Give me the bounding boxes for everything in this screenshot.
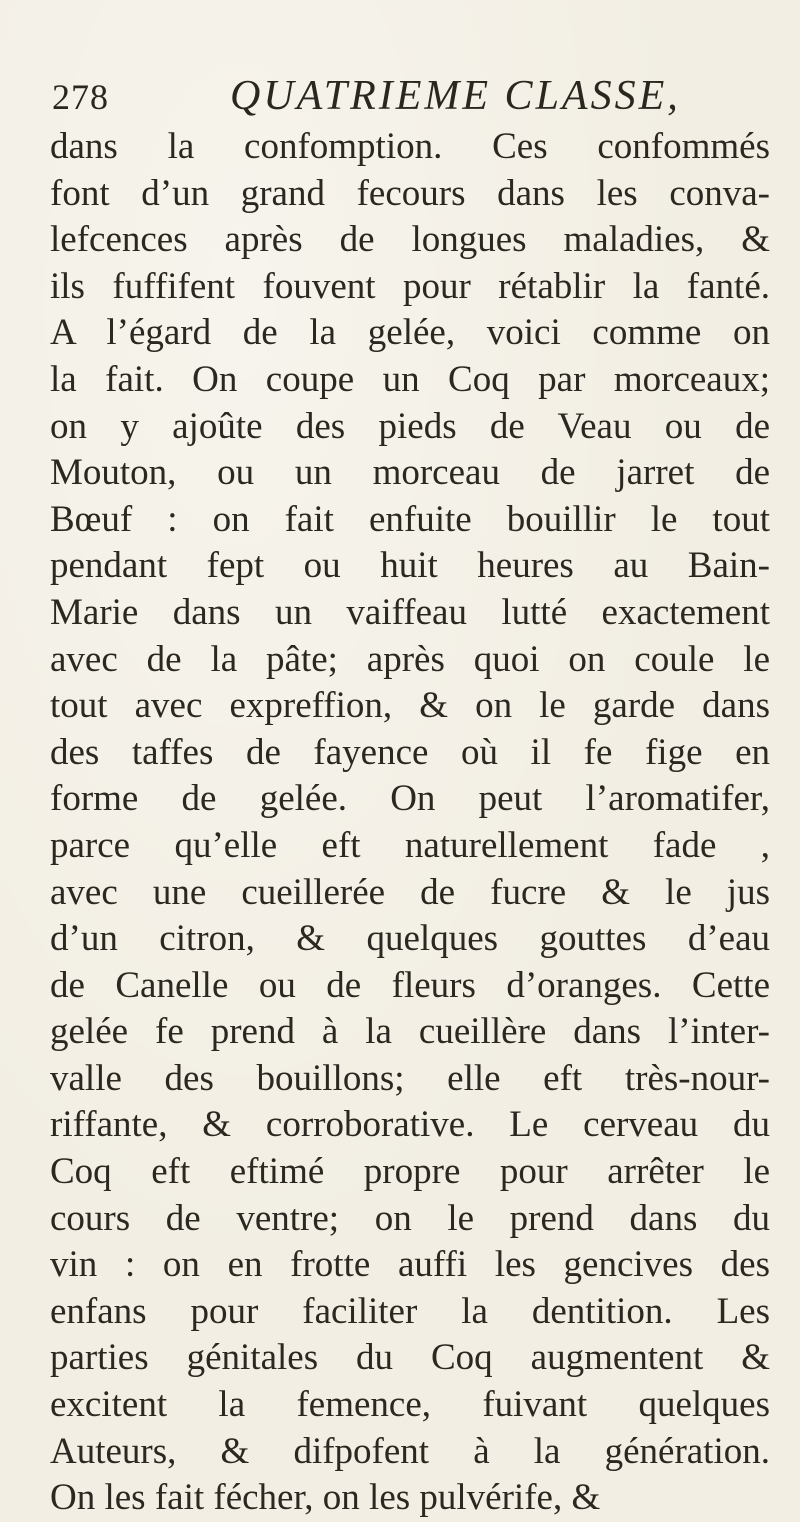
text-line: Coq eft eftimé propre pour arrêter le: [50, 1151, 770, 1193]
text-line: Mouton, ou un morceau de jarret de: [50, 452, 770, 494]
text-line: font d’un grand fecours dans les conva-: [50, 172, 770, 214]
text-line: gelée fe prend à la cueillère dans l’inter-: [50, 1011, 770, 1053]
text-line: d’un citron, & quelques gouttes d’eau: [50, 918, 770, 960]
page-header: [50, 68, 750, 128]
running-title: QUATRIEME CLASSE,: [230, 73, 681, 119]
text-line: valle des bouillons; elle eft très-nour-: [50, 1057, 770, 1099]
text-line: A l’égard de la gelée, voici comme on: [50, 312, 770, 354]
text-line: On les fait fécher, on les pulvérife, &: [50, 1477, 601, 1519]
text-line: riffante, & corroborative. Le cerveau du: [50, 1104, 770, 1146]
text-line: forme de gelée. On peut l’aromatifer,: [50, 778, 770, 820]
text-line: parce qu’elle eft naturellement fade ,: [50, 824, 770, 866]
text-line: ils fuffifent fouvent pour rétablir la fanté.: [50, 265, 770, 307]
text-line: des taffes de fayence où il fe fige en: [50, 731, 770, 773]
text-line: la fait. On coupe un Coq par morceaux;: [50, 358, 770, 400]
text-line: Bœuf : on fait enfuite bouillir le tout: [50, 498, 770, 540]
body-text: [50, 124, 770, 1522]
text-line: tout avec expreffion, & on le garde dans: [50, 685, 770, 727]
text-line: avec une cueillerée de fucre & le jus: [50, 871, 770, 913]
text-line: dans la confomption. Ces confommés: [50, 126, 770, 167]
text-line: enfans pour faciliter la dentition. Les: [50, 1290, 770, 1332]
text-line: Auteurs, & difpofent à la génération.: [50, 1430, 770, 1472]
text-line: Marie dans un vaiffeau lutté exactement: [50, 591, 770, 633]
text-line: avec de la pâte; après quoi on coule le: [50, 638, 770, 680]
text-line: parties génitales du Coq augmentent &: [50, 1337, 770, 1379]
page-number: 278: [52, 77, 109, 117]
text-line: cours de ventre; on le prend dans du: [50, 1197, 770, 1239]
text-line: de Canelle ou de fleurs d’oranges. Cette: [50, 964, 770, 1006]
text-line: lefcences après de longues maladies, &: [50, 219, 770, 261]
text-line: on y ajoûte des pieds de Veau ou de: [50, 405, 770, 447]
text-line: excitent la femence, fuivant quelques: [50, 1384, 770, 1426]
text-line: vin : on en frotte auffi les gencives des: [50, 1244, 770, 1286]
text-line: pendant fept ou huit heures au Bain-: [50, 545, 770, 587]
